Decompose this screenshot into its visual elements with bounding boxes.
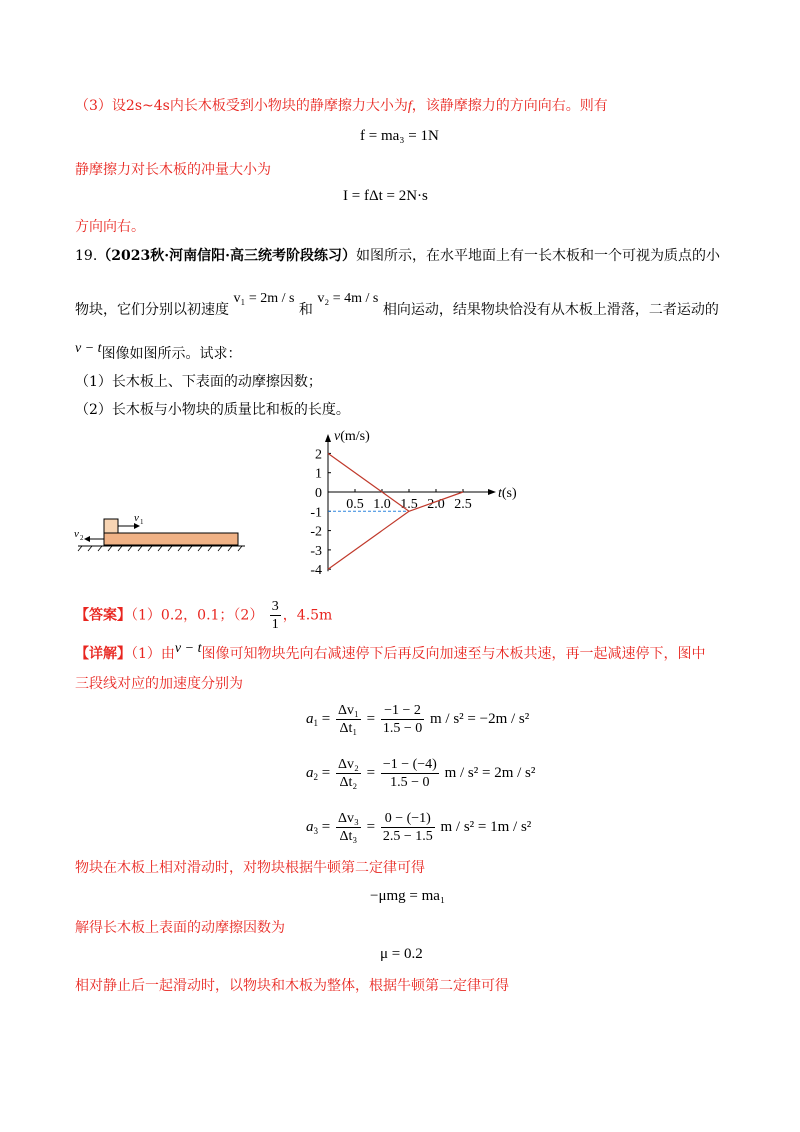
f-symbol: f	[407, 99, 412, 114]
block-board-figure	[70, 510, 250, 555]
detail-line1: 【详解】（1）由v − t图像可知物块先向右减速停下后再反向加速至与木板共速，再一起减速停下，图中	[75, 641, 706, 662]
equation-newton: −μmg = ma₁	[370, 888, 446, 904]
part3-intro: （3）设2s~4s内长木板受到小物块的静摩擦力大小为f，该静摩擦力的方向向右。则有	[75, 98, 608, 114]
v1-label-sub: 1	[140, 518, 144, 526]
y-axis-arrow	[325, 434, 331, 442]
vt-label: v − t	[75, 341, 102, 356]
y-tick-label: -2	[310, 524, 322, 540]
y-tick-label: -4	[310, 563, 322, 579]
y-tick-label: 1	[315, 466, 322, 482]
y-tick-label: 2	[315, 447, 322, 463]
long-board	[104, 533, 238, 545]
v1-label: v	[134, 512, 139, 524]
vt-label-detail: v − t	[174, 641, 202, 656]
y-tick-label: 0	[315, 486, 322, 501]
problem-19-line1: 19.（2023秋·河南信阳·高三统考阶段练习）如图所示，在水平地面上有一长木板和一个可视为质点的小	[75, 248, 720, 264]
x-tick-label: 0.5	[346, 497, 364, 512]
question-2: （2）长木板与小物块的质量比和板的长度。	[75, 402, 350, 418]
equation-impulse: I = fΔt = 2N·s	[343, 188, 428, 204]
question-1: （1）长木板上、下表面的动摩擦因数；	[75, 374, 322, 390]
x-axis-label: t(s)	[498, 486, 517, 501]
x-tick-label: 2.0	[427, 497, 445, 512]
x-axis-arrow	[488, 489, 496, 495]
y-tick-label: -3	[310, 543, 322, 559]
problem-number: 19.	[75, 248, 98, 264]
problem-19-line2: 物块，它们分别以初速度 v₁ = 2m / s 和 v₂ = 4m / s 相向运动，结果物块恰没有从木板上滑落，二者运动的	[75, 291, 719, 318]
v2-equation: v₂ = 4m / s	[317, 291, 379, 306]
problem-19-line3: v − t图像如图所示。试求：	[75, 341, 242, 362]
equation-a2: $a_2$ = $\frac{\text{Δv₂}}{\text{Δt₂}}$ = $\frac{-1 - (-4)}{1.5 - 0}$ m / s² = 2m / s²	[306, 757, 536, 790]
answer-line: 【答案】（1）0.2，0.1；（2） $\frac{3}{1}$ ，4.5m	[75, 599, 333, 632]
v2-label-sub: 2	[80, 534, 84, 542]
equation-a3: $a_3$ = $\frac{\text{Δv₃}}{\text{Δt₃}}$ = $\frac{0 - (-1)}{2.5 - 1.5}$ m / s² = 1m / s²	[306, 811, 532, 844]
detail-newton-intro: 物块在木板上相对滑动时，对物块根据牛顿第二定律可得	[75, 860, 425, 876]
mass-ratio-fraction: $\frac{3}{1}$	[271, 599, 279, 632]
small-block	[104, 519, 118, 533]
detail-combined-intro: 相对静止后一起滑动时，以物块和木板为整体，根据牛顿第二定律可得	[75, 978, 509, 994]
equation-a1: $a_1$ = $\frac{\text{Δv₁}}{\text{Δt₁}}$ = $\frac{-1 - 2}{1.5 - 0}$ m / s² = −2m / s²	[306, 703, 530, 736]
equation-static-friction: f = ma₃ = 1N	[360, 128, 439, 144]
equation-mu: μ = 0.2	[380, 946, 423, 962]
ground-hatch	[78, 546, 242, 551]
problem-source: （2023秋·河南信阳·高三统考阶段练习）	[97, 248, 356, 264]
answer-label: 【答案】	[75, 607, 131, 624]
series-line-1	[328, 453, 409, 511]
x-tick-label: 1.0	[373, 497, 391, 512]
detail-line2: 三段线对应的加速度分别为	[75, 676, 243, 692]
x-tick-label: 1.5	[400, 497, 418, 512]
detail-mu-intro: 解得长木板上表面的动摩擦因数为	[75, 920, 285, 936]
v2-label: v	[74, 528, 79, 540]
v2-arrow	[84, 536, 104, 542]
v1-equation: v₁ = 2m / s	[233, 291, 295, 306]
x-tick-label: 2.5	[454, 497, 472, 512]
part3-direction: 方向向右。	[75, 219, 145, 235]
detail-label: 【详解】	[75, 646, 131, 662]
y-axis-label: v(m/s)	[334, 429, 370, 444]
part3-impulse-intro: 静摩擦力对长木板的冲量大小为	[75, 162, 271, 178]
vt-graph	[300, 429, 517, 580]
series-line-2	[328, 511, 409, 569]
y-tick-label: -1	[310, 505, 322, 521]
